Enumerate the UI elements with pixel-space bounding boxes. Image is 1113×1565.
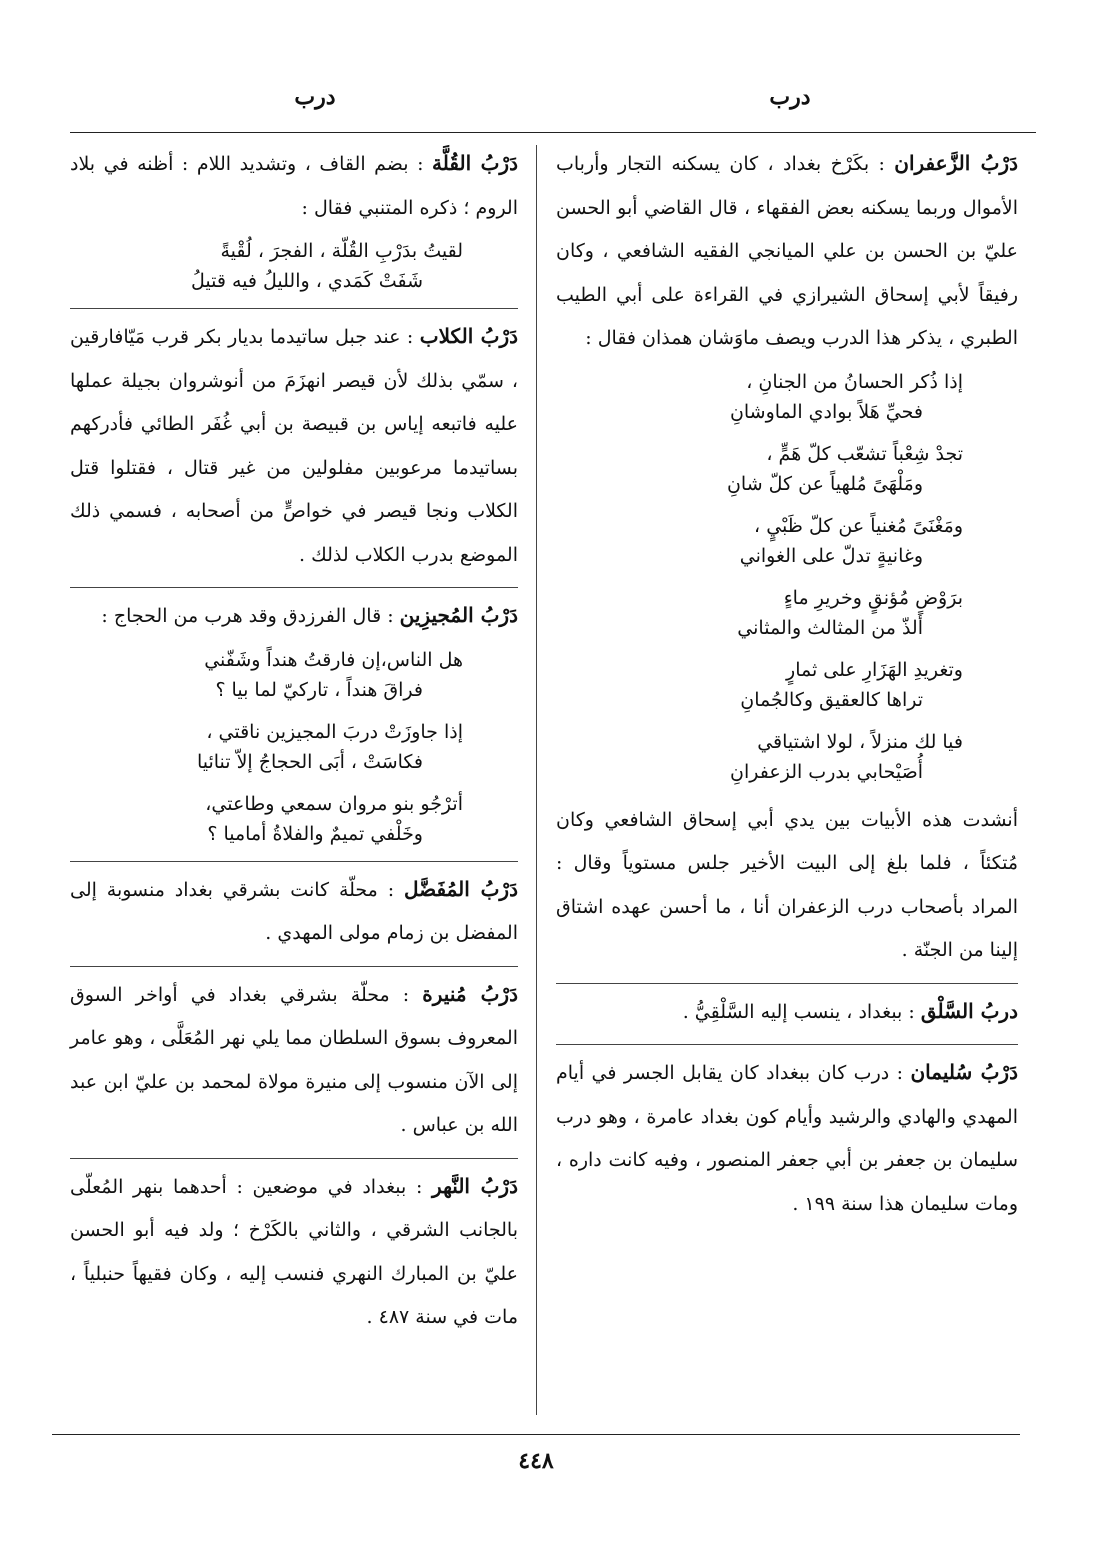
entry-headword: دَرْبُ مُنيرة [422, 981, 518, 1006]
entry-separator [70, 966, 518, 967]
verse-first-hemistich: وتغريدِ الهَزَارِ على ثمارٍ [786, 658, 963, 681]
verse-second-hemistich: فحيِّ هَلاً بوادي الماوشانِ [729, 400, 923, 423]
verse-first-hemistich: إذا جاوزَتْ دربَ المجيزين ناقتي ، [206, 720, 463, 743]
verse [556, 655, 1018, 715]
entry-text: : ببغداد ، ينسب إليه السَّلْقِيُّ . [682, 1000, 915, 1023]
entry-separator [70, 1158, 518, 1159]
page-number: ٤٤٨ [518, 1448, 554, 1474]
right-column [556, 142, 1018, 1236]
entry-darb-kilab [70, 315, 518, 577]
verse-second-hemistich: ألذّ من المثالث والمثاني [737, 616, 923, 639]
entry-darb-mujizin [70, 594, 518, 849]
running-head-left: درب [294, 84, 336, 110]
entry-darb-qulla [70, 142, 518, 296]
entry-headword: دَرْبُ المُجيزِين [399, 603, 518, 627]
verse-second-hemistich: تراها كالعقيق وكالجُمانِ [740, 688, 923, 711]
entry-separator [70, 861, 518, 862]
verse-second-hemistich: ومَلْهَىً مُلهياً عن كلّ شانِ [726, 472, 923, 495]
verse [70, 236, 518, 296]
entry-darb-salq [556, 990, 1018, 1035]
verse-second-hemistich: وخَلْفي تميمٌ والفلاةُ أماميا ؟ [207, 822, 423, 845]
left-column [70, 142, 518, 1350]
verse-second-hemistich: فراقَ هنداً ، تاركيّ لما بيا ؟ [215, 678, 423, 701]
footer-rule [52, 1434, 1020, 1435]
entry-separator [70, 587, 518, 588]
entry-text: : ببغداد في موضعين : أحدهما بنهر المُعلّى بالجانب الشرقي ، والثاني بالكَرْخ ؛ ولد فيه أبو الحسن عليّ بن المبارك النهري فنسب إليه ، وكان فقيهاً حنبلياً ، مات في سنة ٤٨٧ . [70, 1175, 518, 1328]
entry-separator [556, 983, 1018, 984]
header-rule [70, 132, 1036, 133]
entry-darb-munira [70, 973, 518, 1148]
entry-separator [70, 308, 518, 309]
verse [556, 511, 1018, 571]
entry-darb-sulayman [556, 1051, 1018, 1226]
verse-second-hemistich: فكاسَتْ ، أبَى الحجاجُ إلاّ تنائيا [196, 750, 423, 773]
entry-text: : محلّة كانت بشرقي بغداد منسوبة إلى المفضل بن زمام مولى المهدي . [70, 878, 518, 944]
entry-headword: دَرْبُ سُليمان [910, 1060, 1018, 1084]
verse-second-hemistich: وغانيةٍ تدلّ على الغواني [739, 544, 923, 567]
entry-text: : قال الفرزدق وقد هرب من الحجاج : [101, 605, 394, 627]
poem [556, 367, 1018, 787]
verse [556, 439, 1018, 499]
entry-text: : محلّة بشرقي بغداد في أواخر السوق المعروف بسوق السلطان مما يلي نهر المُعَلَّى ، وهو عامر إلى الآن منسوب إلى منيرة مولاة لمحمد بن عليّ ابن عبد الله بن عباس . [70, 983, 518, 1136]
entry-text: : عند جبل ساتيدما بديار بكر قرب مَيّافارقين ، سمّي بذلك لأن قيصر انهزَمَ من أنوشروان بجيلة عملها عليه فاتبعه إياس بن قبيصة بن أبي غُفَر الطائي فأدركهم بساتيدما مرعوبين مفلولين من غير قتال ، فقتلوا قتل الكلاب ونجا قيصر في خواصٍّ من أصحابه ، فسمي ذلك الموضع بدرب الكلاب لذلك . [70, 326, 518, 566]
entry-text: : بكَرْخ بغداد ، كان يسكنه التجار وأرباب الأموال وربما يسكنه بعض الفقهاء ، قال القاضي أبو الحسن عليّ بن الحسن بن علي الميانجي الفقيه الشافعي ، وكان رفيقاً لأبي إسحاق الشيرازي في القراءة على أبي الطيب الطبري ، يذكر هذا الدرب ويصف ماوَشان همذان فقال : [556, 153, 1018, 349]
entry-darb-mufaddal [70, 868, 518, 956]
entry-headword: دَرْبُ الكلاب [419, 324, 519, 348]
entry-headword: دَرْبُ المُفَضَّل [404, 876, 518, 901]
running-head-right: درب [769, 84, 811, 110]
verse [70, 717, 518, 777]
column-divider [536, 145, 537, 1415]
entry-headword: دَرْبُ النَّهر [432, 1173, 518, 1198]
verse-first-hemistich: فيا لك منزلاً ، لولا اشتياقي [757, 730, 963, 753]
entry-separator [556, 1044, 1018, 1045]
entry-headword: دَرْبُ الزَّعفران [894, 151, 1018, 175]
entry-darb-zafaran [556, 142, 1018, 973]
verse [70, 645, 518, 705]
verse-second-hemistich: شَفَتْ كَمَدي ، والليلُ فيه قتيلُ [191, 270, 423, 292]
verse [70, 789, 518, 849]
verse [556, 583, 1018, 643]
entry-text: : درب كان ببغداد كان يقابل الجسر في أيام المهدي والهادي والرشيد وأيام كون بغداد عامرة ، وهو درب سليمان بن جعفر بن أبي جعفر المنصور ، وفيه كانت داره ، ومات سليمان هذا سنة ١٩٩ . [556, 1062, 1018, 1215]
verse-first-hemistich: ومَغْنَىً مُغنياً عن كلّ ظَبْيٍ ، [754, 514, 963, 537]
verse-first-hemistich: إذا ذُكر الحسانُ من الجنانِ ، [746, 370, 963, 393]
verse-first-hemistich: أترْجُو بنو مروان سمعي وطاعتي، [205, 792, 463, 815]
entry-text: : بضم القاف ، وتشديد اللام : أظنه في بلاد الروم ؛ ذكره المتنبي فقال : [70, 153, 518, 219]
verse-first-hemistich: هل الناس،إن فارقتُ هنداً وشَفّني [204, 648, 463, 671]
poem [70, 645, 518, 849]
verse-second-hemistich: أُصَيْحابي بدرب الزعفرانِ [730, 760, 923, 783]
verse-first-hemistich: برَوْضٍ مُؤنقٍ وخريرِ ماءٍ [783, 586, 963, 609]
entry-headword: دربُ السَّلْق [920, 998, 1018, 1023]
verse-first-hemistich: تجدْ شِعْباً تشعّب كلّ هَمٍّ ، [766, 442, 963, 465]
poem [70, 236, 518, 296]
entry-text: أنشدت هذه الأبيات بين يدي أبي إسحاق الشافعي وكان مُتكئاً ، فلما بلغ إلى البيت الأخير جلس مستوياً وقال : المراد بأصحاب درب الزعفران أنا ، ما أحسن عهده اشتاق إلينا من الجنّة . [556, 808, 1018, 961]
entry-darb-nahr [70, 1165, 518, 1340]
entry-headword: دَرْبُ القُلَّة [432, 151, 518, 175]
verse [556, 727, 1018, 787]
verse [556, 367, 1018, 427]
verse-first-hemistich: لقيتُ بدَرْبِ القُلّة ، الفجرَ ، لُقْيةً [220, 240, 463, 262]
